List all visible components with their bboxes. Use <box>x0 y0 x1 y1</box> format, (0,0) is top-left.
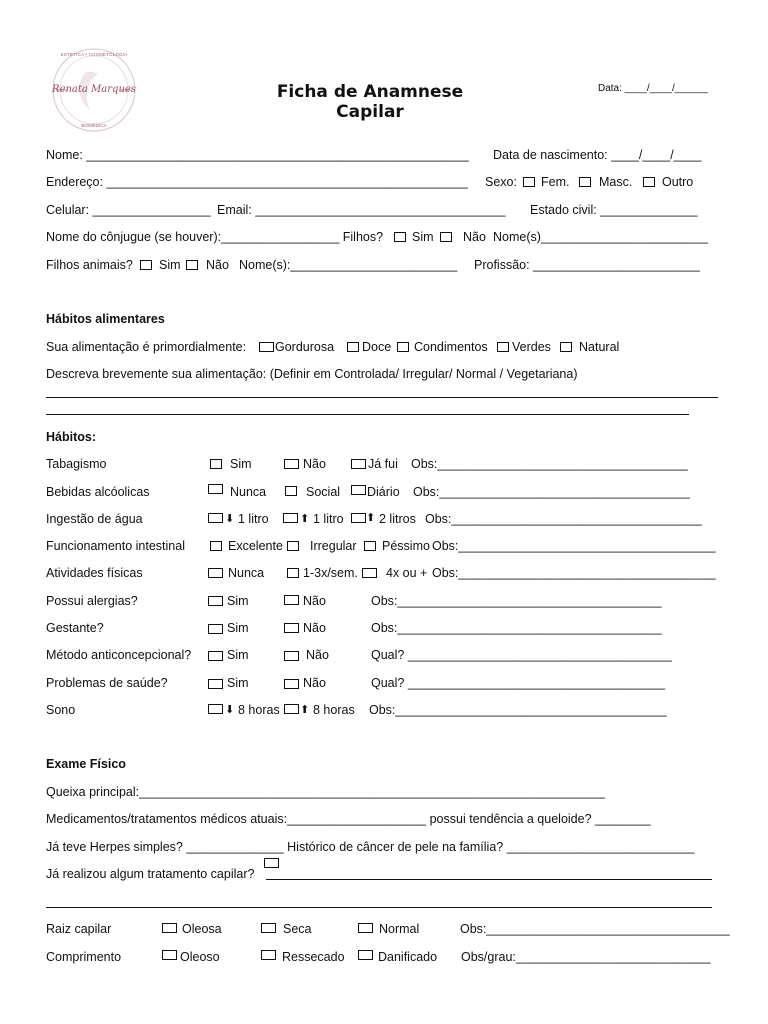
saude-nao-checkbox[interactable] <box>284 679 299 689</box>
tabagismo-sim-label: Sim <box>230 457 252 471</box>
logo <box>46 46 142 134</box>
tabagismo-label: Tabagismo <box>46 457 107 471</box>
atividades-13-label: 1-3x/sem. <box>303 566 358 580</box>
alergias-obs[interactable]: Obs:______________________________________ <box>371 594 662 608</box>
alimentares-heading: Hábitos alimentares <box>46 312 165 326</box>
raiz-seca-checkbox[interactable] <box>261 923 276 933</box>
logo-top-text: ESTÉTICA • COSMETOLOGIA <box>60 52 128 57</box>
tabagismo-nao-label: Não <box>303 457 326 471</box>
saude-qual[interactable]: Qual? _____________________________________ <box>371 676 666 690</box>
filhos-sim-checkbox[interactable] <box>394 232 406 242</box>
medicamentos-field[interactable]: Medicamentos/tratamentos médicos atuais:____________________ possui tendência a queloide? ________ <box>46 812 651 826</box>
sexo-outro-label: Outro <box>662 175 694 189</box>
conjuge-field[interactable]: Nome do cônjugue (se houver):_________________ Filhos? <box>46 230 384 244</box>
natural-label: Natural <box>579 340 620 354</box>
metodo-nao-label: Não <box>306 648 329 662</box>
alimentacao-line-2[interactable] <box>46 414 689 415</box>
comp-ressecado-checkbox[interactable] <box>261 950 276 960</box>
agua-mais-2-checkbox[interactable] <box>351 513 366 523</box>
bebidas-diario-checkbox[interactable] <box>351 485 366 495</box>
gordurosa-label: Gordurosa <box>275 340 335 354</box>
bebidas-label: Bebidas alcóolicas <box>46 485 150 499</box>
intestinal-irregular-checkbox[interactable] <box>287 541 299 551</box>
comprimento-label: Comprimento <box>46 950 122 964</box>
sexo-fem-checkbox[interactable] <box>523 177 535 187</box>
estado-civil-field[interactable]: Estado civil: ______________ <box>530 203 698 217</box>
date-field[interactable]: Data: ____/____/______ <box>598 83 709 94</box>
gestante-nao-checkbox[interactable] <box>284 623 299 633</box>
alergias-nao-label: Não <box>303 594 326 608</box>
condimentos-checkbox[interactable] <box>397 342 409 352</box>
comp-danificado-label: Danificado <box>378 950 438 964</box>
gestante-label: Gestante? <box>46 621 104 635</box>
atividades-13-checkbox[interactable] <box>287 568 299 578</box>
tratamento-checkbox[interactable] <box>264 858 279 868</box>
tratamento-line-1[interactable] <box>266 879 712 880</box>
alergias-nao-checkbox[interactable] <box>284 595 299 605</box>
raiz-normal-label: Normal <box>379 922 420 936</box>
atividades-obs[interactable]: Obs:_____________________________________ <box>432 566 716 580</box>
gestante-nao-label: Não <box>303 621 326 635</box>
bebidas-nunca-checkbox[interactable] <box>208 484 223 494</box>
animais-sim-label: Sim <box>159 258 181 272</box>
bebidas-obs[interactable]: Obs:____________________________________ <box>413 485 690 499</box>
page-subtitle: Capilar <box>336 102 404 122</box>
agua-label: Ingestão de água <box>46 512 143 526</box>
filhos-nomes-field[interactable]: Nome(s)________________________ <box>493 230 708 244</box>
gestante-sim-checkbox[interactable] <box>208 624 223 634</box>
metodo-nao-checkbox[interactable] <box>284 651 299 661</box>
alergias-sim-label: Sim <box>227 594 249 608</box>
doce-checkbox[interactable] <box>347 342 359 352</box>
agua-obs[interactable]: Obs:____________________________________ <box>425 512 702 526</box>
sexo-fem-label: Fem. <box>541 175 570 189</box>
sono-label: Sono <box>46 703 76 717</box>
arrow-up-icon: ⬆ <box>300 703 310 716</box>
saude-label: Problemas de saúde? <box>46 676 168 690</box>
endereco-field[interactable]: Endereço: ____________________________________________________ <box>46 175 468 189</box>
comp-ressecado-label: Ressecado <box>282 950 345 964</box>
comp-obs[interactable]: Obs/grau:____________________________ <box>461 950 711 964</box>
tabagismo-obs[interactable]: Obs:____________________________________ <box>411 457 688 471</box>
raiz-oleosa-label: Oleosa <box>182 922 222 936</box>
condimentos-label: Condimentos <box>414 340 488 354</box>
raiz-label: Raiz capilar <box>46 922 112 936</box>
email-field[interactable]: Email: ____________________________________ <box>217 203 506 217</box>
metodo-qual[interactable]: Qual? ______________________________________ <box>371 648 673 662</box>
tratamento-label: Já realizou algum tratamento capilar? <box>46 867 255 881</box>
saude-nao-label: Não <box>303 676 326 690</box>
saude-sim-checkbox[interactable] <box>208 679 223 689</box>
alergias-sim-checkbox[interactable] <box>208 596 223 606</box>
raiz-oleosa-checkbox[interactable] <box>162 923 177 933</box>
agua-mais-1-label: 1 litro <box>313 512 344 526</box>
intestinal-label: Funcionamento intestinal <box>46 539 185 553</box>
comp-oleoso-checkbox[interactable] <box>162 950 177 960</box>
intestinal-obs[interactable]: Obs:_____________________________________ <box>432 539 716 553</box>
sono-mais-8-label: 8 horas <box>313 703 355 717</box>
atividades-nunca-checkbox[interactable] <box>208 568 223 578</box>
tabagismo-nao-checkbox[interactable] <box>284 459 299 469</box>
metodo-sim-checkbox[interactable] <box>208 651 223 661</box>
habitos-heading: Hábitos: <box>46 430 96 444</box>
tratamento-line-2[interactable] <box>46 907 712 908</box>
bebidas-diario-label: Diário <box>367 485 400 499</box>
filhos-nao-checkbox[interactable] <box>440 232 452 242</box>
alimentacao-question: Sua alimentação é primordialmente: <box>46 340 247 354</box>
filhos-nao-label: Não <box>463 230 486 244</box>
descreva-alimentacao: Descreva brevemente sua alimentação: (Definir em Controlada/ Irregular/ Normal / Vegetariana) <box>46 367 578 381</box>
alergias-label: Possui alergias? <box>46 594 138 608</box>
intestinal-excelente-checkbox[interactable] <box>210 541 222 551</box>
sexo-outro-checkbox[interactable] <box>643 177 655 187</box>
animais-label: Filhos animais? <box>46 258 133 272</box>
agua-mais-1-checkbox[interactable] <box>283 513 298 523</box>
metodo-label: Método anticoncepcional? <box>46 648 192 662</box>
metodo-sim-label: Sim <box>227 648 249 662</box>
logo-bottom-text: BIOMÉDICA <box>81 123 107 128</box>
arrow-up-icon: ⬆ <box>300 512 310 525</box>
nascimento-field[interactable]: Data de nascimento: ____/____/____ <box>493 148 702 162</box>
atividades-4-label: 4x ou + <box>386 566 428 580</box>
animais-nao-label: Não <box>206 258 229 272</box>
saude-sim-label: Sim <box>227 676 249 690</box>
agua-mais-2-label: 2 litros <box>379 512 416 526</box>
natural-checkbox[interactable] <box>560 342 572 352</box>
herpes-field[interactable]: Já teve Herpes simples? ______________ Histórico de câncer de pele na família? ___________________________ <box>46 840 695 854</box>
tabagismo-sim-checkbox[interactable] <box>210 459 222 469</box>
sexo-masc-checkbox[interactable] <box>579 177 591 187</box>
intestinal-pessimo-label: Péssimo <box>382 539 430 553</box>
page-title: Ficha de Anamnese <box>276 82 464 102</box>
sono-menos-8-label: 8 horas <box>238 703 280 717</box>
bebidas-social-checkbox[interactable] <box>285 486 297 496</box>
atividades-label: Atividades físicas <box>46 566 143 580</box>
arrow-down-icon: ⬇ <box>225 703 235 716</box>
bebidas-nunca-label: Nunca <box>230 485 267 499</box>
sono-menos-8-checkbox[interactable] <box>208 704 223 714</box>
raiz-obs[interactable]: Obs:___________________________________ <box>460 922 730 936</box>
bebidas-social-label: Social <box>306 485 341 499</box>
verdes-checkbox[interactable] <box>497 342 509 352</box>
animais-nao-checkbox[interactable] <box>186 260 198 270</box>
queixa-field[interactable]: Queixa principal:___________________________________________________________________ <box>46 785 605 799</box>
agua-menos-1-checkbox[interactable] <box>208 513 223 523</box>
atividades-4-checkbox[interactable] <box>362 568 377 578</box>
gestante-sim-label: Sim <box>227 621 249 635</box>
nome-field[interactable]: Nome: _______________________________________________________ <box>46 148 469 162</box>
intestinal-pessimo-checkbox[interactable] <box>364 541 376 551</box>
raiz-normal-checkbox[interactable] <box>358 923 373 933</box>
verdes-label: Verdes <box>512 340 551 354</box>
filhos-sim-label: Sim <box>412 230 434 244</box>
alimentacao-line-1[interactable] <box>46 397 718 398</box>
animais-sim-checkbox[interactable] <box>140 260 152 270</box>
profissao-field[interactable]: Profissão: ________________________ <box>474 258 700 272</box>
sexo-masc-label: Masc. <box>599 175 633 189</box>
sexo-label: Sexo: <box>485 175 517 189</box>
arrow-up-icon: ⬆ <box>366 511 376 524</box>
comp-danificado-checkbox[interactable] <box>358 950 373 960</box>
tabagismo-jafui-label: Já fui <box>368 457 398 471</box>
gordurosa-checkbox[interactable] <box>259 342 274 352</box>
intestinal-irregular-label: Irregular <box>310 539 357 553</box>
logo-name: Renata Marques <box>52 84 136 95</box>
doce-label: Doce <box>362 340 392 354</box>
exame-heading: Exame Físico <box>46 757 126 771</box>
sono-obs[interactable]: Obs:_______________________________________ <box>369 703 667 717</box>
tabagismo-jafui-checkbox[interactable] <box>351 459 366 469</box>
agua-menos-1-label: 1 litro <box>238 512 269 526</box>
comp-oleoso-label: Oleoso <box>180 950 220 964</box>
intestinal-excelente-label: Excelente <box>228 539 283 553</box>
gestante-obs[interactable]: Obs:______________________________________ <box>371 621 662 635</box>
arrow-down-icon: ⬇ <box>225 512 235 525</box>
raiz-seca-label: Seca <box>283 922 312 936</box>
animais-nomes-field[interactable]: Nome(s):________________________ <box>239 258 458 272</box>
sono-mais-8-checkbox[interactable] <box>284 704 299 714</box>
atividades-nunca-label: Nunca <box>228 566 265 580</box>
celular-field[interactable]: Celular: _________________ <box>46 203 211 217</box>
